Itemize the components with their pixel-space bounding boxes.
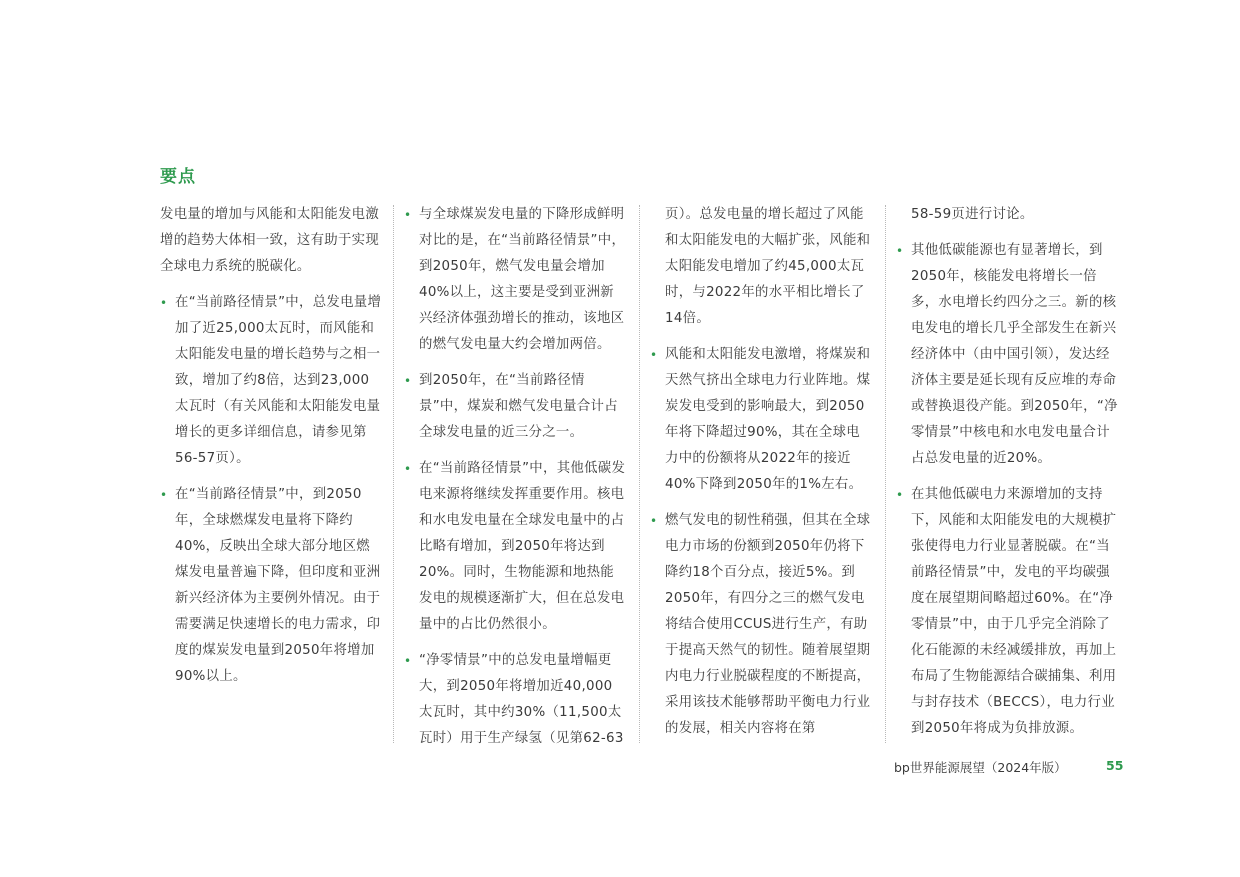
bullet-item (650, 508, 872, 742)
bullet-text: 到2050年，在“当前路径情景”中，煤炭和燃气发电量合计占全球发电量的近三分之一。 (419, 373, 618, 440)
text-column-3 (650, 202, 872, 752)
bullet-item (896, 238, 1118, 472)
bullet-text: 风能和太阳能发电激增，将煤炭和天然气挤出全球电力行业阵地。煤炭发电受到的影响最大，到2050年将下降超过90%，其在全球电力中的份额将从2022年的接近40%下降到2050年的1%左右。 (665, 347, 871, 492)
bullet-icon: • (896, 244, 904, 258)
bullet-text: 在“当前路径情景”中，总发电量增加了近25,000太瓦时，而风能和太阳能发电量的增长趋势与之相一致，增加了约8倍，达到23,000太瓦时（有关风能和太阳能发电量增长的更多详细信息，请参见第56-57页）。 (175, 295, 382, 466)
bullet-icon: • (160, 488, 168, 502)
bullet-icon: • (404, 208, 412, 222)
bullet-icon: • (160, 296, 168, 310)
bullet-icon: • (404, 462, 412, 476)
column-divider (885, 205, 886, 743)
bullet-item (650, 342, 872, 498)
continuation-paragraph: 58-59页进行讨论。 (911, 207, 1034, 222)
bullet-item (404, 368, 626, 446)
page-number: 55 (1106, 758, 1124, 773)
column-divider (393, 205, 394, 743)
bullet-text: 在其他低碳电力来源增加的支持下，风能和太阳能发电的大规模扩张使得电力行业显著脱碳。在“当前路径情景”中，发电的平均碳强度在展望期间略超过60%。在“净零情景”中，由于几乎完全消除了化石能源的未经减缓排放，再加上布局了生物能源结合碳捕集、利用与封存技术（BECCS），电力行业到2050年将成为负排放源。 (911, 487, 1117, 736)
bullet-item (404, 648, 626, 752)
bullet-text: 燃气发电的韧性稍强，但其在全球电力市场的份额到2050年仍将下降约18个百分点，接近5%。到2050年，有四分之三的燃气发电将结合使用CCUS进行生产，有助于提高天然气的韧性。随着展望期内电力行业脱碳程度的不断提高，采用该技术能够帮助平衡电力行业的发展，相关内容将在第 (665, 513, 871, 736)
bullet-item (160, 482, 382, 690)
bullet-icon: • (896, 488, 904, 502)
bullet-text: 其他低碳能源也有显著增长，到2050年，核能发电将增长一倍多，水电增长约四分之三。新的核电发电的增长几乎全部发生在新兴经济体中（由中国引领），发达经济体主要是延长现有反应堆的寿命或替换退役产能。到2050年，“净零情景”中核电和水电发电量合计占总发电量的近20%。 (911, 243, 1118, 466)
column-divider (639, 205, 640, 743)
page-title: 要点 (160, 167, 196, 187)
bullet-item (896, 482, 1118, 742)
intro-paragraph: 发电量的增加与风能和太阳能发电激增的趋势大体相一致，这有助于实现全球电力系统的脱碳化。 (160, 207, 380, 274)
bullet-icon: • (404, 654, 412, 668)
text-column-1 (160, 202, 382, 700)
text-column-4 (896, 202, 1118, 752)
bullet-icon: • (650, 348, 658, 362)
bullet-item (404, 202, 626, 358)
bullet-text: 与全球煤炭发电量的下降形成鲜明对比的是，在“当前路径情景”中，到2050年，燃气发电量会增加40%以上，这主要是受到亚洲新兴经济体强劲增长的推动，该地区的燃气发电量大约会增加两倍。 (419, 207, 626, 352)
bullet-text: 在“当前路径情景”中，到2050年，全球燃煤发电量将下降约40%，反映出全球大部分地区燃煤发电量普遍下降，但印度和亚洲新兴经济体为主要例外情况。由于需要满足快速增长的电力需求，印度的煤炭发电量到2050年将增加90%以上。 (175, 487, 381, 684)
bullet-item (160, 290, 382, 472)
bullet-text: 在“当前路径情景”中，其他低碳发电来源将继续发挥重要作用。核电和水电发电量在全球发电量中的占比略有增加，到2050年将达到20%。同时，生物能源和地热能发电的规模逐渐扩大，但在总发电量中的占比仍然很小。 (419, 461, 626, 632)
text-column-2 (404, 202, 626, 762)
footer-source: bp世界能源展望（2024年版） (894, 760, 1067, 775)
bullet-text: “净零情景”中的总发电量增幅更大，到2050年将增加近40,000太瓦时，其中约30%（11,500太瓦时）用于生产绿氢（见第62-63 (419, 653, 624, 746)
bullet-icon: • (404, 374, 412, 388)
continuation-paragraph: 页）。总发电量的增长超过了风能和太阳能发电的大幅扩张，风能和太阳能发电增加了约45,000太瓦时，与2022年的水平相比增长了14倍。 (665, 207, 871, 326)
bullet-icon: • (650, 514, 658, 528)
bullet-item (404, 456, 626, 638)
